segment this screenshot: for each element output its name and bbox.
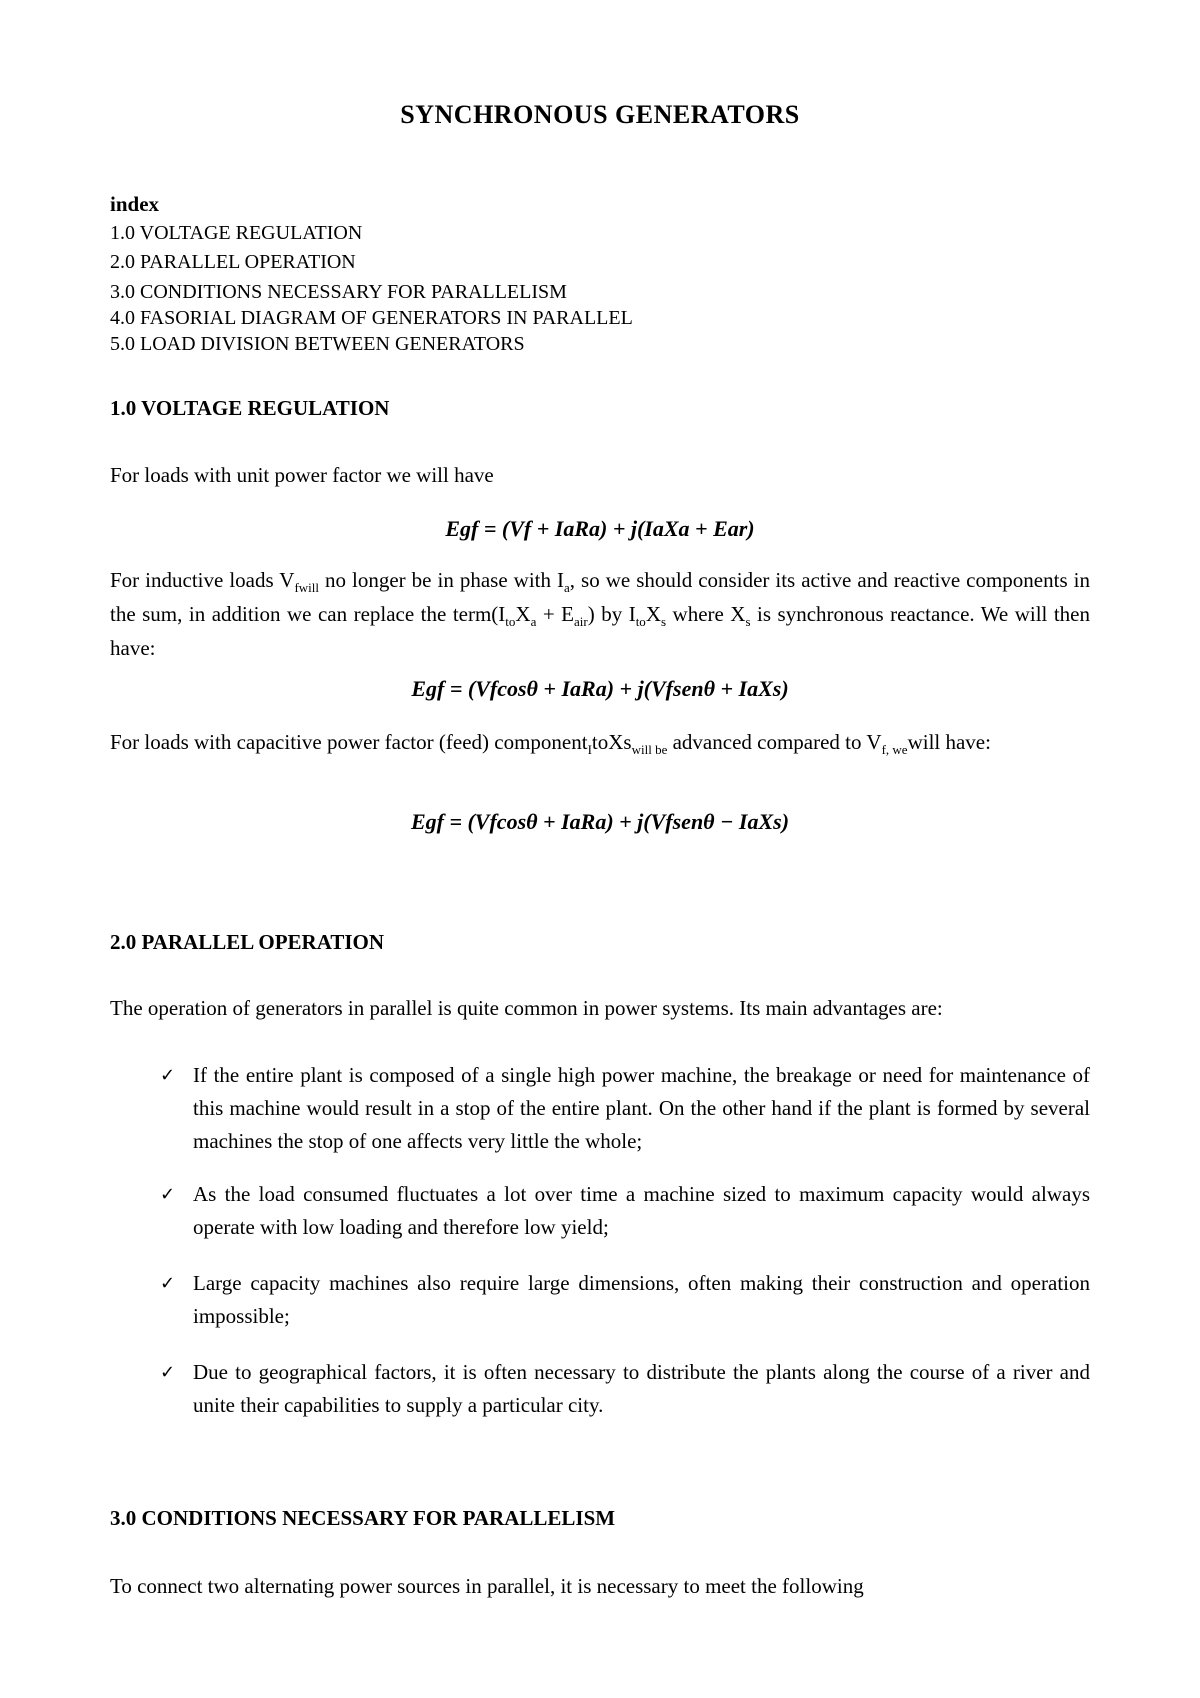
check-mark-icon: ✓	[160, 1065, 176, 1086]
check-mark-icon: ✓	[160, 1273, 176, 1294]
index-item: 5.0 LOAD DIVISION BETWEEN GENERATORS	[110, 333, 525, 355]
section3-intro: To connect two alternating power sources in parallel, it is necessary to meet the following	[110, 1574, 864, 1598]
index-item: 2.0 PARALLEL OPERATION	[110, 251, 356, 273]
index-item: 4.0 FASORIAL DIAGRAM OF GENERATORS IN PARALLEL	[110, 307, 633, 329]
section1-heading: 1.0 VOLTAGE REGULATION	[110, 396, 390, 420]
advantage-list-item: ✓ Due to geographical factors, it is often necessary to distribute the plants along the course of a river and unite their capabilities to supply a particular city.	[160, 1356, 1090, 1422]
check-mark-icon: ✓	[160, 1184, 176, 1205]
advantage-list-item: ✓ As the load consumed fluctuates a lot over time a machine sized to maximum capacity would always operate with low loading and therefore low yield;	[160, 1178, 1090, 1244]
section1-intro: For loads with unit power factor we will have	[110, 463, 494, 487]
index-item: 1.0 VOLTAGE REGULATION	[110, 222, 363, 244]
advantage-list-item: ✓ If the entire plant is composed of a single high power machine, the breakage or need for maintenance of this machine would result in a stop of the entire plant. On the other hand if the plant is formed by several machines the stop of one affects very little the whole;	[160, 1059, 1090, 1158]
advantage-list-item: ✓ Large capacity machines also require large dimensions, often making their construction and operation impossible;	[160, 1267, 1090, 1333]
section1-paragraph-capacitive: For loads with capacitive power factor (feed) component$_I$toXs$_{will be}$ advanced compared to $V_{f, we}will$ have:	[110, 730, 991, 758]
index-item: 3.0 CONDITIONS NECESSARY FOR PARALLELISM	[110, 281, 567, 303]
section3-heading: 3.0 CONDITIONS NECESSARY FOR PARALLELISM	[110, 1506, 616, 1530]
section1-paragraph-inductive: For inductive loads $V_{fwill}$ no longer be in phase with $I_a$, so we should consider its active and reactive components in the sum, in addition we can replace the $term(I_{to}X_a + E_{air})$ by $I_{to}X_s$ where $X_s$ is synchronous reactance. We will then have:	[110, 568, 1091, 661]
document-title: SYNCHRONOUS GENERATORS	[400, 100, 800, 129]
section2-heading: 2.0 PARALLEL OPERATION	[110, 930, 385, 954]
check-mark-icon: ✓	[160, 1362, 176, 1383]
index-heading: index	[110, 192, 160, 216]
equation-1: Egf = (Vf + IaRa) + j(IaXa + Ear)	[445, 516, 755, 541]
section2-intro: The operation of generators in parallel is quite common in power systems. Its main advantages are:	[110, 996, 943, 1020]
equation-3: Egf = (Vfcosθ + IaRa) + j(Vfsenθ − IaXs)	[410, 809, 790, 834]
equation-2: Egf = (Vfcosθ + IaRa) + j(Vfsenθ + IaXs)	[411, 676, 789, 701]
